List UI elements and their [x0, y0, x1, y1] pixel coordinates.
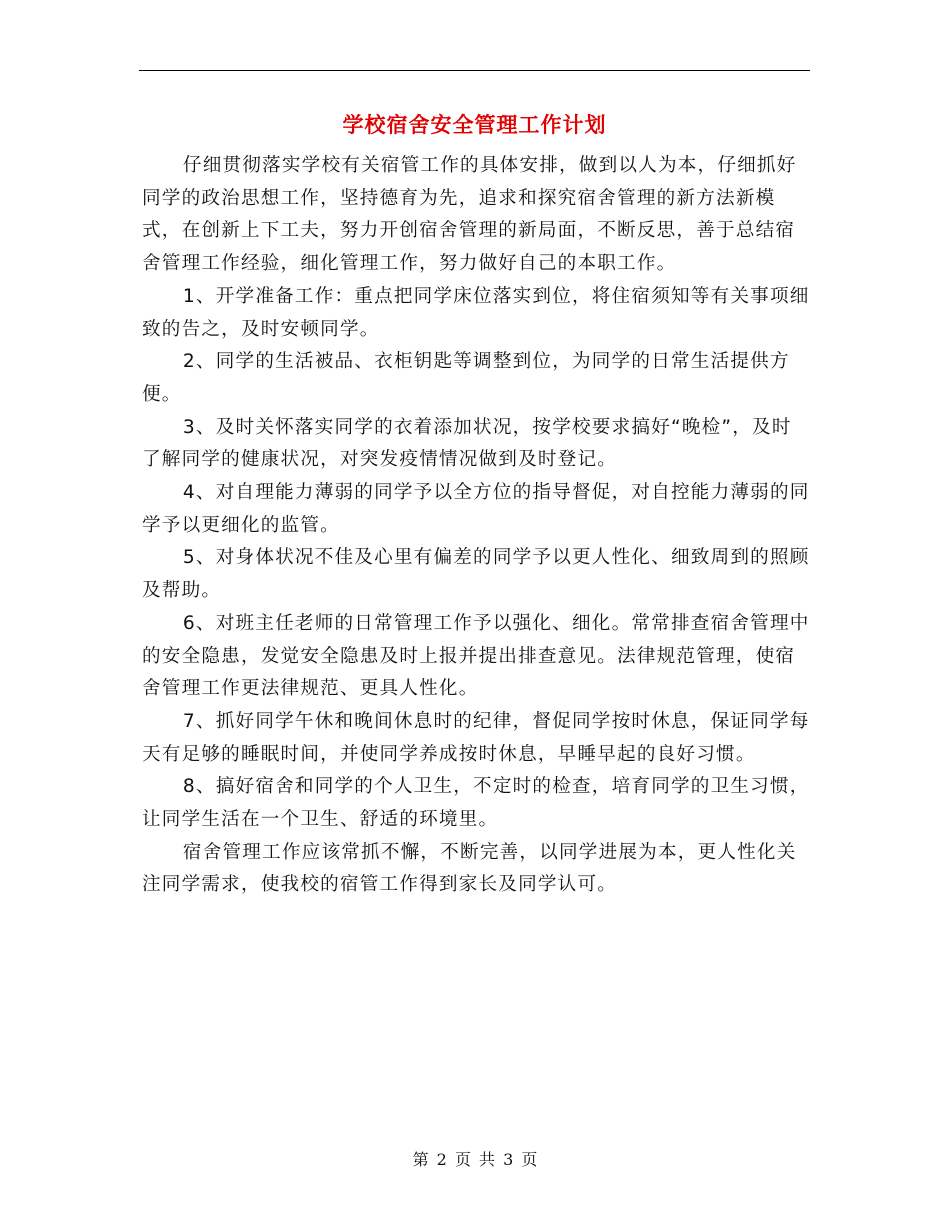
- item-paragraph-3: 3、及时关怀落实同学的衣着添加状况，按学校要求搞好“晚检”，及时了解同学的健康状况，对突发疫情情况做到及时登记。: [142, 416, 792, 471]
- item-paragraph-2: 2、同学的生活被品、衣柜钥匙等调整到位，为同学的日常生活提供方便。: [142, 351, 790, 405]
- header-rule: [139, 70, 810, 71]
- page-number-footer: 第 2 页 共 3 页: [412, 1150, 538, 1169]
- item-paragraph-6: 6、对班主任老师的日常管理工作予以强化、细化。常常排查宿舍管理中的安全隐患，发觉安全隐患及时上报并提出排查意见。法律规范管理，使宿舍管理工作更法律规范、更具人性化。: [142, 612, 810, 700]
- item-paragraph-1: 1、开学准备工作：重点把同学床位落实到位，将住宿须知等有关事项细致的告之，及时安顿同学。: [142, 285, 810, 340]
- intro-paragraph: 仔细贯彻落实学校有关宿管工作的具体安排，做到以人为本，仔细抓好同学的政治思想工作，坚持德育为先，追求和探究宿舍管理的新方法新模式，在创新上下工夫，努力开创宿舍管理的新局面，不断反思，善于总结宿舍管理工作经验，细化管理工作，努力做好自己的本职工作。: [142, 155, 797, 275]
- closing-paragraph: 宿舍管理工作应该常抓不懈，不断完善，以同学进展为本，更人性化关注同学需求，使我校的宿管工作得到家长及同学认可。: [142, 841, 797, 896]
- item-paragraph-5: 5、对身体状况不佳及心里有偏差的同学予以更人性化、细致周到的照顾及帮助。: [142, 547, 810, 602]
- item-paragraph-8: 8、搞好宿舍和同学的个人卫生，不定时的检查，培育同学的卫生习惯，让同学生活在一个卫生、舒适的环境里。: [142, 776, 810, 831]
- item-paragraph-4: 4、对自理能力薄弱的同学予以全方位的指导督促，对自控能力薄弱的同学予以更细化的监管。: [142, 482, 810, 536]
- item-paragraph-7: 7、抓好同学午休和晚间休息时的纪律，督促同学按时休息，保证同学每天有足够的睡眠时间，并使同学养成按时休息，早睡早起的良好习惯。: [142, 710, 810, 765]
- document-body: [142, 150, 810, 902]
- document-title: 学校宿舍安全管理工作计划: [342, 112, 607, 137]
